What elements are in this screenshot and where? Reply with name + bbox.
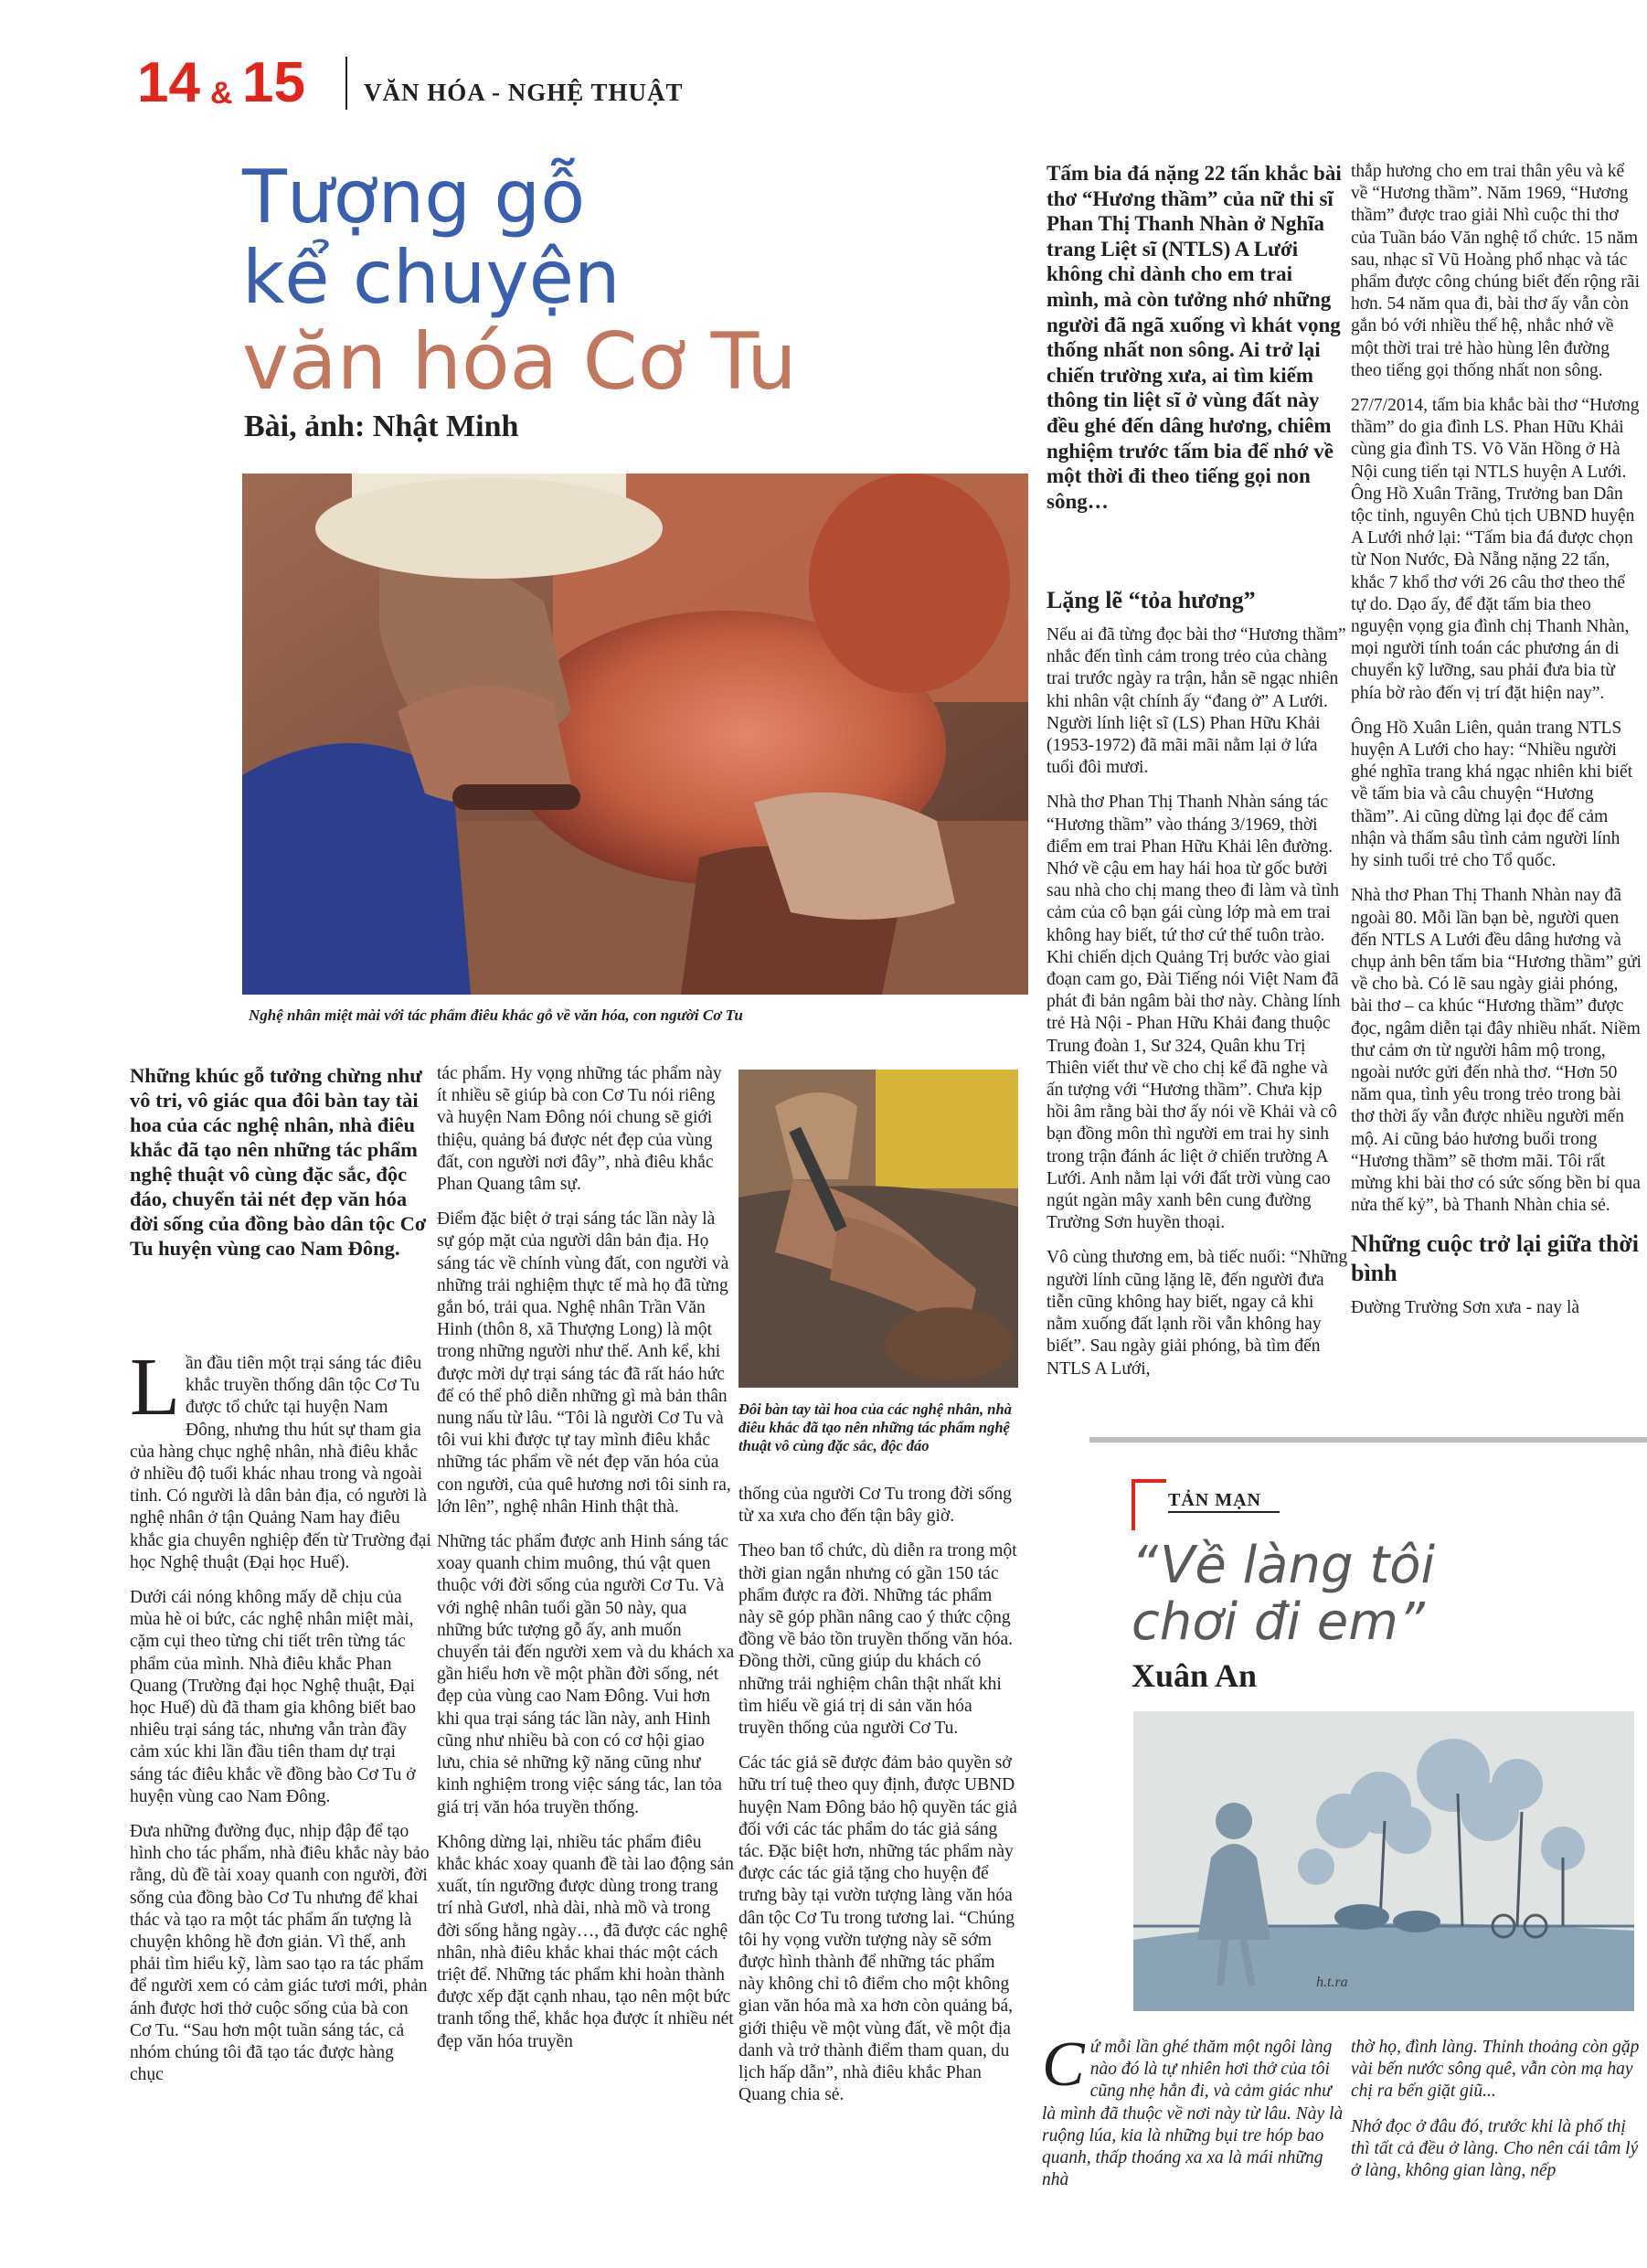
photo-carver-illustration [242, 474, 1028, 995]
article3-title [1132, 1538, 1625, 1651]
dropcap: L [130, 1342, 180, 1432]
article1-column-2 [437, 1063, 735, 2066]
title-line-2: kể chuyện [242, 235, 621, 320]
photo-carver-main [242, 474, 1028, 995]
paragraph: Nếu ai đã từng đọc bài thơ “Hương thầm” nhắc đến tình cảm trong trẻo của chàng trai trước ngày ra trận, hẳn sẽ ngạc nhiên khi nhân vật chính ấy “đang ở” A Lưới. Người lính liệt sĩ (LS) Phan Hữu Khải (1953-1972) đã mãi mãi nằm lại ở lứa tuổi đôi mươi. [1047, 625, 1346, 778]
paragraph: Ông Hồ Xuân Liên, quản trang NTLS huyện A Lưới cho hay: “Nhiều người ghé nghĩa trang khá ngạc nhiên khi biết về tấm bia và câu chuyện “Hương thầm”. Ai cũng dừng lại đọc để cảm nhận và thấm sâu tình cảm người lính hy sinh tuổi trẻ cho Tổ quốc. [1351, 718, 1633, 871]
article1-column-1 [130, 1342, 431, 2100]
title-line-2: chơi đi em” [1132, 1592, 1425, 1652]
dropcap: C [1042, 2029, 1085, 2100]
paragraph: Nhà thơ Phan Thị Thanh Nhàn sáng tác “Hương thầm” vào tháng 3/1969, thời điểm em trai Phan Hữu Khải lên đường. Nhớ về cậu em hay hái hoa từ gốc bưởi sau nhà cho chị mang theo đi làm và tình cảm của cô bạn gái cùng lớp mà em trai không hay biết, tứ thơ cứ thế tuôn trào. Khi chiến dịch Quảng Trị bước vào giai đoạn cam go, Đài Tiếng nói Việt Nam đã phát đi bản ngâm bài thơ này. Chàng lính trẻ Hà Nội - Phan Hữu Khải đang thuộc Trung đoàn 1, Sư 324, Quân khu Trị Thiên viết thư về cho chị kể đã nghe và ấn tượng với “Hương thầm”. Chưa kịp hồi âm rằng bài thơ ấy nói về Khải và cô bạn đồng môn thì người em trai hy sinh trong trận đánh ác liệt ở chiến trường A Lưới. Anh nằm lại với đất trời vùng cao ngút ngàn mây xanh bên cung đường Trường Sơn huyền thoại. [1047, 793, 1341, 1233]
paragraph: 27/7/2014, tấm bia khắc bài thơ “Hương thầm” do gia đình LS. Phan Hữu Khải cùng gia đình TS. Võ Văn Hồng ở Hà Nội cung tiến tại NTLS huyện A Lưới. Ông Hồ Xuân Trãng, Trưởng ban Dân tộc tỉnh, nguyên Chủ tịch UBND huyện A Lưới nhớ lại: “Tấm bia đá được chọn từ Non Nước, Đà Nẵng nặng 22 tấn, khắc 7 khổ thơ với 26 câu thơ theo thể tự do. Dạo ấy, để đặt tấm bia theo nguyện vọng gia đình chị Thanh Nhàn, mọi người tính toán các phương án di chuyển kỹ lưỡng, sau phải đưa bia từ phía bờ rào đến vị trí đặt hiện nay”. [1351, 396, 1640, 703]
paragraph: Theo ban tổ chức, dù diễn ra trong một thời gian ngắn nhưng có gần 150 tác phẩm được ra đời. Những tác phẩm này sẽ góp phần nâng cao ý thức cộng đồng về bảo tồn truyền thống văn hóa. Đồng thời, cũng giúp du khách có những trải nghiệm chân thật nhất khi tìm hiểu về giá trị di sản văn hóa truyền thống của người Cơ Tu. [738, 1541, 1017, 1739]
page-number-amp: & [210, 76, 233, 111]
illustration-signature: h.t.ra [1316, 1975, 1348, 1990]
photo-hands-chisel [738, 1070, 1018, 1388]
illustration-village [1133, 1711, 1634, 2011]
article1-column-3 [738, 1484, 1018, 2119]
paragraph: Nhớ đọc ở đâu đó, trước khi là phố thị thì tất cả đều ở làng. Cho nên cái tâm lý ở làng, không gian làng, nếp [1351, 2116, 1639, 2181]
author: Xuân An [1132, 1657, 1258, 1694]
section-title: VĂN HÓA - NGHỆ THUẬT [364, 79, 684, 106]
paragraph: Đường Trường Sơn xưa - nay là [1351, 1298, 1580, 1318]
article2-column-1 [1047, 580, 1348, 1393]
kicker: TẢN MẠN [1168, 1490, 1280, 1513]
kicker-box [1132, 1479, 1166, 1530]
subheading-2: Những cuộc trở lại giữa thời bình [1351, 1230, 1639, 1287]
paragraph-text: ứ mỗi lần ghé thăm một ngôi làng nào đó là tự nhiên hơi thở của tôi cũng nhẹ hẳn đi, và cảm giác như là mình đã thuộc về nơi này từ lâu. Này là ruộng lúa, kia là những bụi tre hóp bao quanh, thấp thoáng xa xa là mái những nhà [1042, 2038, 1344, 2190]
paragraph: thờ họ, đình làng. Thỉnh thoảng còn gặp vài bến nước sông quê, vẫn còn mạ hay chị ra bến giặt giũ... [1351, 2038, 1640, 2102]
page-number-left: 14 [137, 51, 200, 114]
photo-hands-illustration [738, 1070, 1018, 1388]
paragraph-text: ần đầu tiên một trại sáng tác điêu khắc truyền thống dân tộc Cơ Tu được tổ chức tại huyện Nam Đông, nhưng thu hút sự tham gia của hàng chục nghệ nhân, nhà điêu khắc ở nhiều độ tuổi khác nhau trong và ngoài tỉnh. Có người là dân bản địa, có người là nghệ nhân ở tận Quảng Nam hay điêu khắc gia chuyên nghiệp đến từ Trường đại học Nghệ thuật (Đại học Huế). [130, 1354, 431, 1572]
title-line-1: Tượng gỗ [242, 154, 586, 240]
article2-column-2 [1351, 161, 1642, 1333]
article2-lead: Tấm bia đá nặng 22 tấn khắc bài thơ “Hương thầm” của nữ thi sĩ Phan Thị Thanh Nhàn ở Nghĩa trang Liệt sĩ (NTLS) A Lưới không chỉ dành cho em trai mình, mà còn tưởng nhớ những người đã ngã xuống vì khát vọng thống nhất non sông. Ai trở lại chiến trường xưa, ai tìm kiếm thông tin liệt sĩ ở vùng đất này đều ghé đến dâng hương, chiêm nghiệm trước tấm bia để nhớ về một thời đi theo tiếng gọi non sông… [1047, 162, 1342, 513]
article1-title [242, 154, 1028, 408]
photo2-caption: Đôi bàn tay tài hoa của các nghệ nhân, nhà điêu khắc đã tạo nên những tác phẩm nghệ thuật vô cùng đặc sắc, độc đáo [738, 1400, 1012, 1454]
header-divider [345, 57, 347, 110]
paragraph: Vô cùng thương em, bà tiếc nuối: “Những người lính cũng lặng lẽ, đến người đưa tiễn cũng không hay biết, ngay cả khi nằm xuống đất lạnh rồi vẫn không hay biết”. Sau ngày giải phóng, bà tìm đến NTLS A Lưới, [1047, 1248, 1348, 1379]
title-line-3: văn hóa Cơ Tu [242, 316, 797, 408]
article3-column-1 [1042, 2029, 1344, 2204]
paragraph: thống của người Cơ Tu trong đời sống từ xa xưa cho đến tận bây giờ. [738, 1485, 1012, 1527]
section-divider [1089, 1437, 1647, 1443]
paragraph [1042, 2029, 1344, 2191]
title-line-1: “Về làng tôi [1132, 1536, 1436, 1595]
article1-lead: Những khúc gỗ tưởng chừng như vô tri, vô giác qua đôi bàn tay tài hoa của các nghệ nhân, nhà điêu khắc đã tạo nên những tác phẩm nghệ thuật vô cùng đặc sắc, độc đáo, chuyển tải nét đẹp văn hóa đời sống của đồng bào dân tộc Cơ Tu huyện vùng cao Nam Đông. [130, 1064, 427, 1260]
paragraph: Điểm đặc biệt ở trại sáng tác lần này là sự góp mặt của người dân bản địa. Họ sáng tác về chính vùng đất, con người và những trải nghiệm thực tế mà họ đã từng gắn bó, trải qua. Nghệ nhân Trần Văn Hinh (thôn 8, xã Thượng Long) là một trong những người như thế. Anh kể, khi được mời dự trại sáng tác đã rất háo hức để có thể phô diễn những gì mà bản thân nung nấu từ lâu. “Tôi là người Cơ Tu và tôi vui khi được tự tay mình điêu khắc những tác phẩm về nét đẹp văn hóa của con người, của quê hương nơi tôi sinh ra, lớn lên”, nghệ nhân Hinh thật thà. [437, 1209, 731, 1517]
paragraph: Dưới cái nóng không mấy dễ chịu của mùa hè oi bức, các nghệ nhân miệt mài, cặm cụi theo từng chi tiết trên từng tác phẩm của mình. Nhà điêu khắc Phan Quang (Trường đại học Nghệ thuật, Đại học Huế) dù đã tham gia không biết bao nhiêu trại sáng tác, nhưng vẫn tràn đầy cảm xúc khi lần đầu tiên tham dự trại sáng tác điêu khắc về đồng bào Cơ Tu ở huyện vùng cao Nam Đông. [130, 1588, 416, 1806]
paragraph [130, 1342, 431, 1574]
paragraph: thắp hương cho em trai thân yêu và kể về “Hương thầm”. Năm 1969, “Hương thầm” được trao giải Nhì cuộc thi thơ của Tuần báo Văn nghệ tổ chức. 15 năm sau, nhạc sĩ Vũ Hoàng phổ nhạc và tác phẩm được công chúng biết đến rộng rãi hơn. 54 năm qua đi, bài thơ ấy vẫn còn gắn bó với nhiều thế hệ, nhắc nhớ về một thời trai trẻ hào hùng lên đường theo tiếng gọi thống nhất non sông. [1351, 162, 1640, 380]
page-number-right: 15 [242, 51, 305, 114]
article3-column-2 [1351, 2037, 1642, 2195]
paragraph: Nhà thơ Phan Thị Thanh Nhàn nay đã ngoài 80. Mỗi lần bạn bè, người quen đến NTLS A Lưới đều dâng hương và chụp ảnh bên tấm bia “Hương thầm” gửi về cho bà. Có lẽ sau ngày giải phóng, bài thơ – ca khúc “Hương thầm” được đọc, ngâm diễn tại đây nhiều nhất. Niềm thư cảm ơn từ người hâm mộ trong, ngoài nước gửi đến nhà thơ. “Hơn 50 năm qua, tình yêu trong trẻo trong bài thơ thời ấy vẫn được nhiều người mến mộ. Ai cũng bảo hương buổi trong “Hương thầm” sẽ thơm mãi. Tôi rất mừng khi bài thơ có sức sống bền bỉ qua nửa thế kỷ”, bà Thanh Nhàn chia sẻ. [1351, 886, 1642, 1216]
paragraph: tác phẩm. Hy vọng những tác phẩm này ít nhiều sẽ giúp bà con Cơ Tu nói riêng và huyện Nam Đông nói chung sẽ giới thiệu, quảng bá được nét đẹp của vùng đất, con người nơi đây”, nhà điêu khắc Phan Quang tâm sự. [437, 1064, 722, 1195]
page-header [137, 53, 777, 117]
paragraph: Không dừng lại, nhiều tác phẩm điêu khắc khác xoay quanh đề tài lao động sản xuất, tín ngưỡng được dùng trong trang trí nhà Gươl, nhà dài, nhà mồ và trong đời sống hằng ngày…, đã được các nghệ nhân, nhà điêu khắc khai thác một cách triệt để. Những tác phẩm khi hoàn thành được xếp đặt cạnh nhau, tạo nên một bức tranh tổng thể, khắc họa được ít nhiều nét đẹp văn hóa truyền [437, 1832, 734, 2051]
paragraph: Các tác giả sẽ được đảm bảo quyền sở hữu trí tuệ theo quy định, được UBND huyện Nam Đông bảo hộ quyền tác giả đối với các tác phẩm do tác giả sáng tác. Đặc biệt hơn, những tác phẩm này được các tác giả tặng cho huyện để trưng bày tại vườn tượng làng văn hóa dân tộc Cơ Tu trong tương lai. “Chúng tôi hy vọng vườn tượng này sẽ sớm được hình thành để những tác phẩm này không chỉ tô điểm cho một không gian văn hóa mà xa hơn còn quảng bá, giới thiệu về một vùng đất, về một địa danh và trở thành điểm tham quan, du lịch hấp dẫn”, nhà điêu khắc Phan Quang chia sẻ. [738, 1753, 1017, 2105]
subheading-1: Lặng lẽ “tỏa hương” [1047, 587, 1256, 613]
village-illustration [1133, 1711, 1634, 2011]
paragraph: Những tác phẩm được anh Hinh sáng tác xoay quanh chim muông, thú vật quen thuộc với đời sống của người Cơ Tu. Và với nghệ nhân tuổi gần 50 này, qua những bức tượng gỗ ấy, anh muốn chuyển tải đến người xem và du khách xa gần hiểu hơn về một phần đời sống, nét đẹp của vùng cao Nam Đông. Vui hơn khi qua trại sáng tác lần này, anh Hinh cũng như nhiều bà con có cơ hội giao lưu, chia sẻ những kỹ năng cũng như kinh nghiệm trong việc sáng tác, lan tỏa giá trị văn hóa truyền thống. [437, 1532, 735, 1817]
byline: Bài, ảnh: Nhật Minh [244, 410, 519, 443]
paragraph: Đưa những đường đục, nhịp đập để tạo hình cho tác phẩm, nhà điêu khắc này bảo rằng, dù đề tài xoay quanh con người, đời sống của đồng bào Cơ Tu nhưng để khai thác và tạo ra một tác phẩm ấn tượng là chuyện không hề đơn giản. Vì thế, anh phải tìm hiểu kỹ, làm sao tạo ra tác phẩm để người xem có cảm giác tươi mới, phản ánh được hơi thở cuộc sống của bà con Cơ Tu. “Sau hơn một tuần sáng tác, cả nhóm chúng tôi đã tạo tác được hàng chục [130, 1822, 430, 2085]
photo1-caption: Nghệ nhân miệt mài với tác phẩm điêu khắc gỗ về văn hóa, con người Cơ Tu [249, 1006, 743, 1024]
